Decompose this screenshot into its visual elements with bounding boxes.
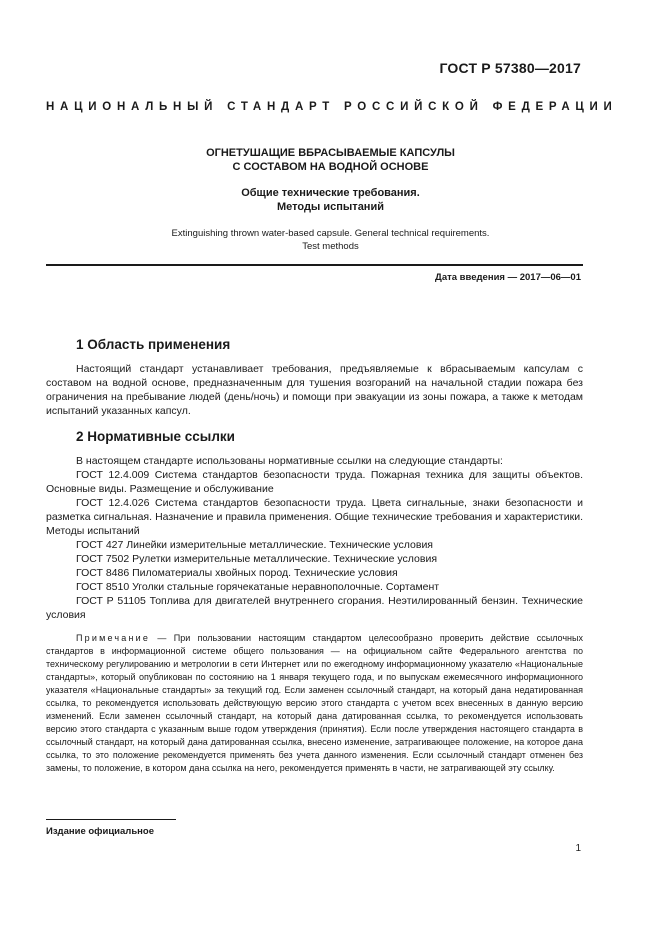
- subtitle-line-2: Методы испытаний: [277, 201, 384, 213]
- reference-item: ГОСТ 12.4.009 Система стандартов безопасности труда. Пожарная техника для защиты объектов. Основные виды. Размещение и обслуживание: [46, 469, 583, 495]
- title-line-1: ОГНЕТУШАЩИЕ ВБРАСЫВАЕМЫЕ КАПСУЛЫ: [206, 147, 455, 159]
- title-line-2: С СОСТАВОМ НА ВОДНОЙ ОСНОВЕ: [232, 161, 429, 173]
- english-title-line-1: Extinguishing thrown water-based capsule. General technical requirements.: [171, 228, 490, 239]
- national-standard-banner: НАЦИОНАЛЬНЫЙ СТАНДАРТ РОССИЙСКОЙ ФЕДЕРАЦИИ: [46, 101, 618, 113]
- section-1-text: Настоящий стандарт устанавливает требования, предъявляемые к вбрасываемым капсулам с составом на водной основе, предназначенным для тушения возгораний на начальной стадии пожара без ограничения на пребывание людей (день/ночь) и помощи при эвакуации из зоны пожара, а также к методам испытаний указанных капсул.: [46, 363, 583, 417]
- note-label: Примечание: [76, 633, 151, 643]
- page-number: 1: [575, 843, 581, 854]
- note-text: — При пользовании настоящим стандартом целесообразно проверить действие ссылочных стандартов в информационной системе общего пользования — на официальном сайте Федерального агентства по техническому регулированию и метрологии в сети Интернет или по ежегодному информационному указателю «Национальные стандарты», который опубликован по состоянию на 1 января текущего года, и по выпускам ежемесячного информационного указателя «Национальные стандарты» за текущий год. Если заменен ссылочный стандарт, на который дана недатированная ссылка, то рекомендуется использовать действующую версию этого стандарта с учетом всех внесенных в данную версию изменений. Если заменен ссылочный стандарт, на который дана датированная ссылка, то рекомендуется использовать версию этого стандарта с указанным выше годом утверждения (принятия). Если после утверждения настоящего стандарта в ссылочный стандарт, на который дана датированная ссылка, внесено изменение, затрагивающее положение, на которое дана ссылка, то это положение рекомендуется применять без учета данного изменения. Если ссылочный стандарт отменен без замены, то положение, в котором дана ссылка на него, рекомендуется применять в части, не затрагивающей эту ссылку.: [46, 633, 583, 773]
- references-intro: В настоящем стандарте использованы нормативные ссылки на следующие стандарты:: [76, 455, 503, 467]
- section-2-heading: 2 Нормативные ссылки: [76, 429, 235, 444]
- document-subtitle: [78, 186, 583, 214]
- official-edition-label: Издание официальное: [46, 826, 154, 837]
- section-scope: [46, 337, 583, 418]
- title-divider: [46, 264, 583, 266]
- reference-item: ГОСТ 8486 Пиломатериалы хвойных пород. Технические условия: [76, 567, 398, 579]
- document-number: ГОСТ Р 57380—2017: [439, 60, 581, 76]
- main-content: [46, 337, 583, 786]
- english-title-line-2: Test methods: [302, 241, 359, 252]
- introduction-date: Дата введения — 2017—06—01: [435, 272, 581, 283]
- subtitle-line-1: Общие технические требования.: [241, 187, 420, 199]
- references-note: [46, 632, 583, 775]
- reference-item: ГОСТ 7502 Рулетки измерительные металлические. Технические условия: [76, 553, 438, 565]
- footer-divider: [46, 819, 176, 820]
- document-title: [78, 146, 583, 174]
- reference-item: ГОСТ Р 51105 Топлива для двигателей внутреннего сгорания. Неэтилированный бензин. Технические условия: [46, 595, 583, 621]
- english-title: [78, 227, 583, 253]
- reference-item: ГОСТ 12.4.026 Система стандартов безопасности труда. Цвета сигнальные, знаки безопасности и разметка сигнальная. Назначение и правила применения. Общие технические требования и характеристики. Методы испытаний: [46, 497, 583, 537]
- reference-item: ГОСТ 8510 Уголки стальные горячекатаные неравнополочные. Сортамент: [76, 581, 440, 593]
- section-1-heading: 1 Область применения: [76, 337, 231, 352]
- section-normative-references: [46, 429, 583, 775]
- reference-item: ГОСТ 427 Линейки измерительные металлические. Технические условия: [76, 539, 433, 551]
